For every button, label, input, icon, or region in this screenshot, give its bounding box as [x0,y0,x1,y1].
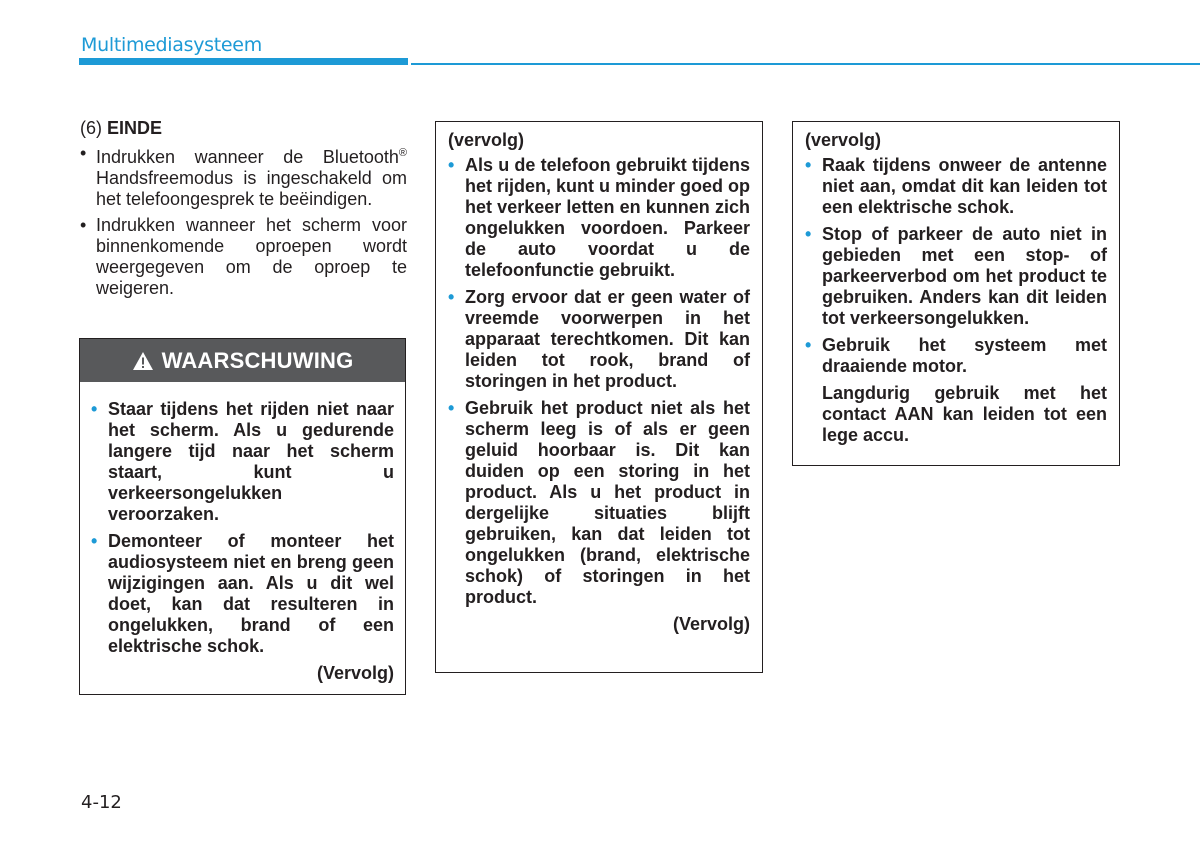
list-item: • Als u de telefoon gebruikt tijdens het rijden, kunt u minder goed op het verkeer letten en kunnen zich ongelukken voordoen. Parkeer de auto voordat u de telefoonfunctie gebruikt. [448,155,750,281]
continued-box-3 [792,121,1120,466]
extra-paragraph: Langdurig gebruik met het contact AAN kan leiden tot een lege accu. [822,383,1107,445]
header-bar-thick [79,58,408,65]
list-item: • Stop of parkeer de auto niet in gebieden met een stop- of parkeerverbod om het product te gebruiken. Anders kan dit leiden tot verkeersongelukken. [805,224,1107,329]
warning-body [80,382,405,684]
warning-list [91,399,394,657]
box2-list [448,155,750,608]
einde-list [80,143,407,299]
list-item: • Gebruik het systeem met draaiende motor. [805,335,1107,377]
warning-title: WAARSCHUWING [161,347,354,373]
box-heading: (vervolg) [448,130,525,150]
page-number: 4-12 [81,792,122,813]
list-item: • Indrukken wanneer de Bluetooth® Handsfreemodus is ingeschakeld om het telefoongesprek te beëindigen. [80,143,407,210]
continued-box-2 [435,121,763,673]
list-item: • Indrukken wanneer het scherm voor binnenkomende oproepen wordt weergegeven om de oproep te weigeren. [80,215,407,299]
column-einde [80,118,407,304]
warning-header [80,339,405,382]
list-item: • Zorg ervoor dat er geen water of vreemde voorwerpen in het apparaat terechtkomen. Dit kan leiden tot rook, brand of storingen in het product. [448,287,750,392]
continued-label: (Vervolg) [672,614,750,634]
list-item: • Staar tijdens het rijden niet naar het scherm. Als u gedurende langere tijd naar het scherm staart, kunt u verkeersongelukken veroorzaken. [91,399,394,525]
section-header-title: Multimediasysteem [81,34,262,56]
list-item: • Demonteer of monteer het audiosysteem niet en breng geen wijzigingen aan. Als u dit wel doet, kan dat resulteren in ongelukken, brand of een elektrische schok. [91,531,394,657]
warning-box [79,338,406,695]
section-title [80,118,407,139]
continued-label: (Vervolg) [316,663,394,683]
list-item: • Raak tijdens onweer de antenne niet aan, omdat dit kan leiden tot een elektrische schok. [805,155,1107,218]
list-item: • Gebruik het product niet als het scherm leeg is of als er geen geluid hoorbaar is. Dit kan duiden op een storing in het product. Als u het product in dergelijke situaties blijft gebruiken, kan dat leiden tot ongelukken (brand, elektrische schok) of storingen in het product. [448,398,750,608]
box-heading: (vervolg) [805,130,882,150]
section-number: (6) [80,118,102,138]
header-bar-thin [411,63,1200,65]
warning-triangle-icon [132,351,154,371]
box3-list [805,155,1107,377]
section-title-text: EINDE [107,118,163,138]
